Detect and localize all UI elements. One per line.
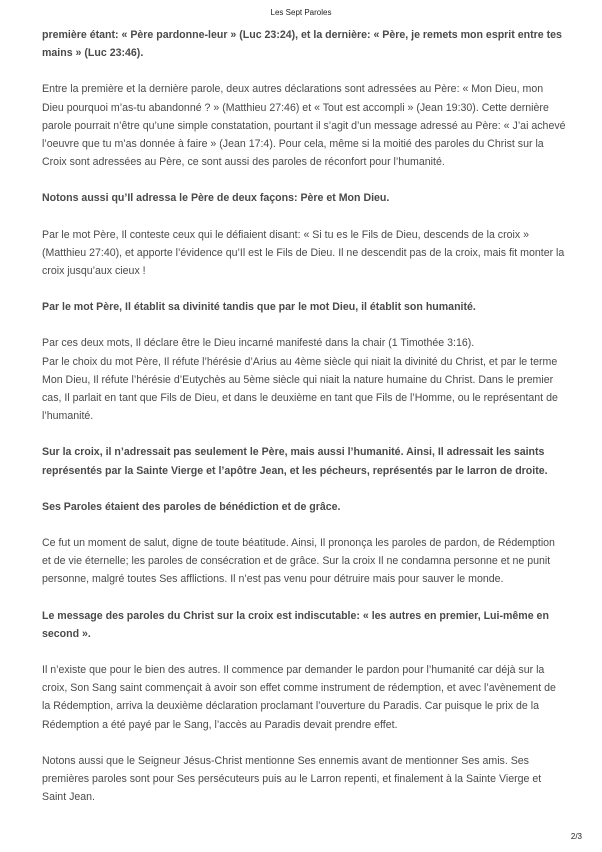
document-body — [42, 26, 566, 825]
paragraph: Notons aussi qu’Il adressa le Père de deux façons: Père et Mon Dieu. — [42, 192, 390, 205]
page-number: 2/3 — [570, 832, 582, 841]
paragraph: Ses Paroles étaient des paroles de bénédiction et de grâce. — [42, 500, 341, 513]
paragraph: Sur la croix, il n’adressait pas seulement le Père, mais aussi l’humanité. Ainsi, Il adressait les saints représentés par la Sainte Vierge et l’apôtre Jean, et les pécheurs, représentés par le larron de droite. — [42, 446, 548, 477]
paragraph: première étant: « Père pardonne-leur » (Luc 23:24), et la dernière: « Père, je remets mon esprit entre tes mains » (Luc 23:46). — [42, 29, 562, 60]
paragraph: Entre la première et la dernière parole, deux autres déclarations sont adressées au Père: « Mon Dieu, mon Dieu pourquoi m’as-tu abandonné ? » (Matthieu 27:46) et « Tout est accompli » (Jean 19:30). Cette dernière parole pourrait n’être qu’une simple constatation, pourtant il s’agit d’un message adressé au Père: « J’ai achevé l’oeuvre que tu m’as donnée à faire » (Jean 17:4). Pour cela, même si la moitié des paroles du Christ sur la Croix sont adressées au Père, ce sont aussi des paroles de réconfort pour l’humanité. — [42, 83, 566, 169]
paragraph: Le message des paroles du Christ sur la croix est indiscutable: « les autres en premier, Lui-même en second ». — [42, 609, 549, 640]
paragraph: Par le mot Père, Il établit sa divinité tandis que par le mot Dieu, il établit son humanité. — [42, 301, 476, 314]
page-header: Les Sept Paroles — [270, 8, 332, 17]
paragraph: Il n’existe que pour le bien des autres. Il commence par demander le pardon pour l’humanité car déjà sur la croix, Son Sang saint commençait à avoir son effet comme instrument de rédemption, et avec l’avènement de la Rédemption, arriva la deuxième déclaration proclamant l’ouverture du Paradis. Car puisque le prix de la Rédemption a été payé par le Sang, l’accès au Paradis devait prendre effet. — [42, 664, 556, 731]
paragraph-multiline: Par ces deux mots, Il déclare être le Dieu incarné manifesté dans la chair (1 Timothée 3:16). Par le choix du mot Père, Il réfute l’hérésie d’Arius au 4ème siècle qui niait la divinité du Christ, et par le terme Mon Dieu, Il réfute l’hérésie d’Eutychès au 5ème siècle qui niait la nature humaine du Christ. Dans le premier cas, Il parlait en tant que Fils de Dieu, et dans le deuxième en tant que Fils de l’Homme, ou le représentant de l’humanité. — [42, 337, 558, 423]
paragraph: Par le mot Père, Il conteste ceux qui le défiaient disant: « Si tu es le Fils de Dieu, descends de la croix » (Matthieu 27:40), et apporte l’évidence qu’Il est le Fils de Dieu. Il ne descendit pas de la croix, mais fit monter la croix jusqu’aux cieux ! — [42, 228, 565, 278]
paragraph: Notons aussi que le Seigneur Jésus-Christ mentionne Ses ennemis avant de mentionner Ses amis. Ses premières paroles sont pour Ses persécuteurs puis au le Larron repenti, et finalement à la Sainte Vierge et Saint Jean. — [42, 754, 542, 804]
paragraph: Ce fut un moment de salut, digne de toute béatitude. Ainsi, Il prononça les paroles de pardon, de Rédemption et de vie éternelle; les paroles de consécration et de grâce. Sur la croix Il ne condamna personne et ne punit personne, malgré toutes Ses afflictions. Il n’est pas venu pour détruire mais pour sauver le monde. — [42, 537, 555, 586]
